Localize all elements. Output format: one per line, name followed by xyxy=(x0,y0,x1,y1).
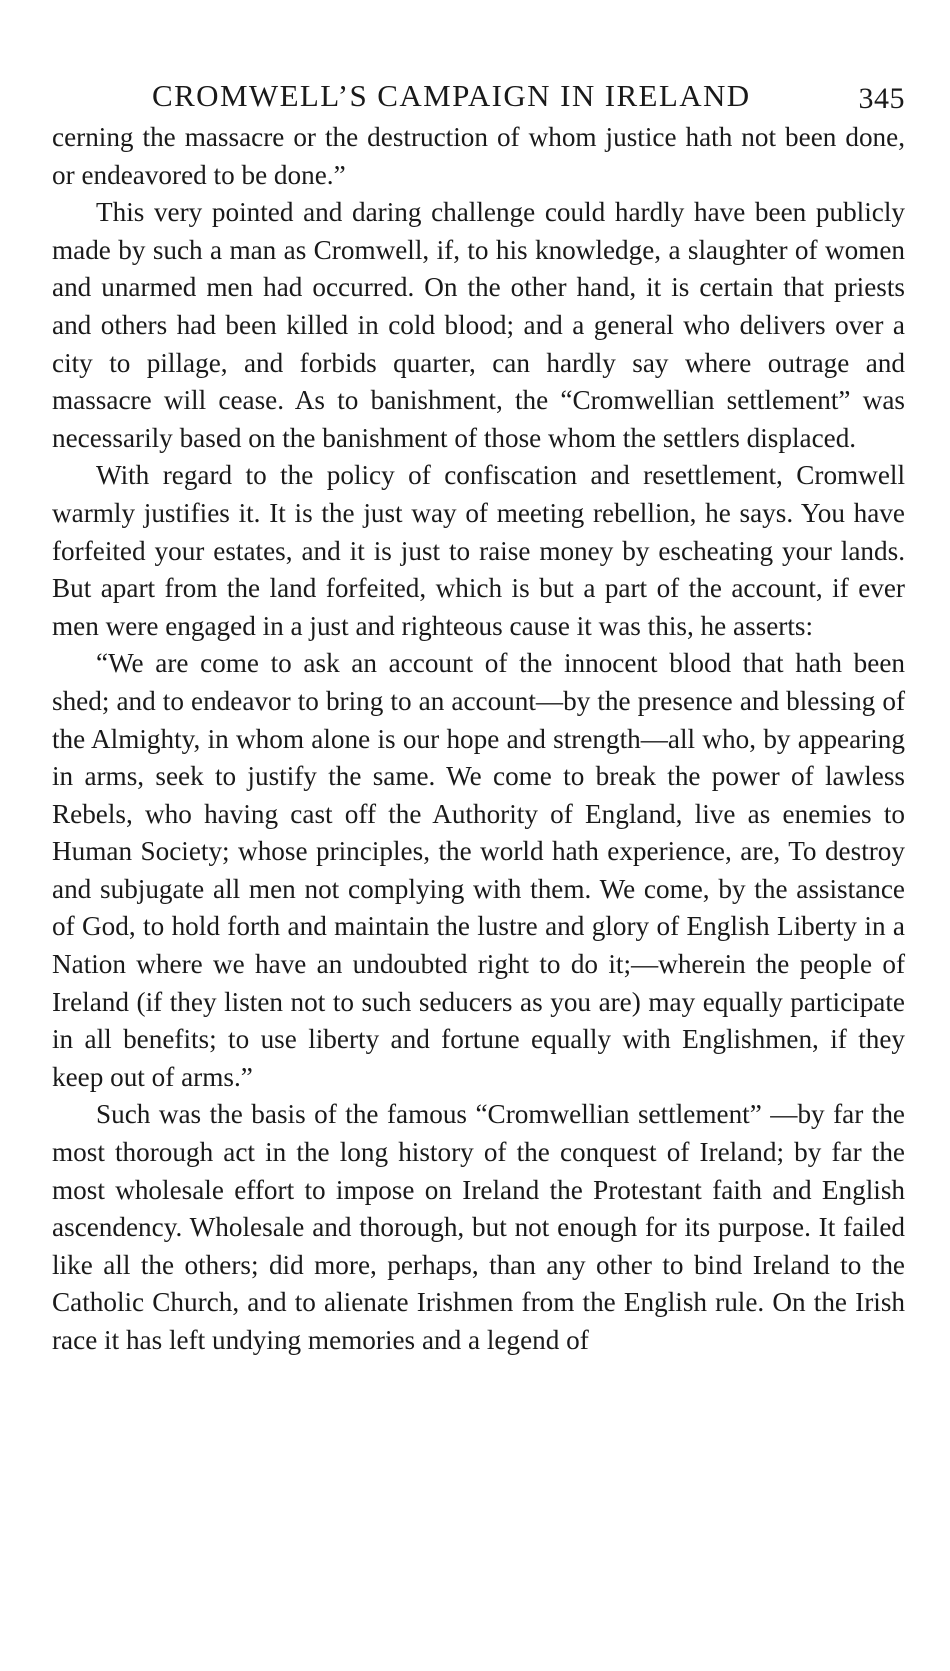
paragraph-quotation: “We are come to ask an account of the innocent blood that hath been shed; and to endeavor to bring to an account—by the presence and blessing of the Almighty, in whom alone is our hope and strength—all who, by appearing in arms, seek to justify the same. We come to break the power of lawless Rebels, who having cast off the Authority of England, live as enemies to Human Society; whose principles, the world hath experience, are, To destroy and subjugate all men not complying with them. We come, by the assistance of God, to hold forth and maintain the lustre and glory of English Liberty in a Nation where we have an undoubted right to do it;—wherein the people of Ireland (if they listen not to such seducers as you are) may equally participate in all benefits; to use liberty and fortune equally with Englishmen, if they keep out of arms.” xyxy=(52,648,905,1092)
running-title: CROMWELL’S CAMPAIGN IN IRELAND xyxy=(152,78,751,113)
book-page xyxy=(52,68,905,1360)
paragraph-settlement: Such was the basis of the famous “Cromwellian settlement” —by far the most thorough act in the long history of the conquest of Ireland; by far the most wholesale effort to impose on Ireland the Protestant faith and English ascendency. Wholesale and thorough, but not enough for its purpose. It failed like all the others; did more, perhaps, than any other to bind Ireland to the Catholic Church, and to alienate Irishmen from the English rule. On the Irish race it has left undying memories and a legend of xyxy=(52,1099,905,1355)
body-text xyxy=(52,119,905,1360)
paragraph-continuation: cerning the massacre or the destruction of whom justice hath not been done, or endeavored to be done.” xyxy=(52,122,905,190)
page-number: 345 xyxy=(858,82,905,115)
paragraph-confiscation: With regard to the policy of confiscation and resettlement, Cromwell warmly justifies it. It is the just way of meeting rebellion, he says. You have forfeited your estates, and it is just to raise money by escheating your lands. But apart from the land forfeited, which is but a part of the account, if ever men were engaged in a just and righteous cause it was this, he asserts: xyxy=(52,460,905,641)
running-head xyxy=(52,68,905,116)
paragraph-challenge: This very pointed and daring challenge could hardly have been publicly made by such a man as Cromwell, if, to his knowledge, a slaughter of women and unarmed men had occurred. On the other hand, it is certain that priests and others had been killed in cold blood; and a general who delivers over a city to pillage, and forbids quarter, can hardly say where outrage and massacre will cease. As to banishment, the “Cromwellian settlement” was necessarily based on the banishment of those whom the settlers displaced. xyxy=(52,197,905,453)
